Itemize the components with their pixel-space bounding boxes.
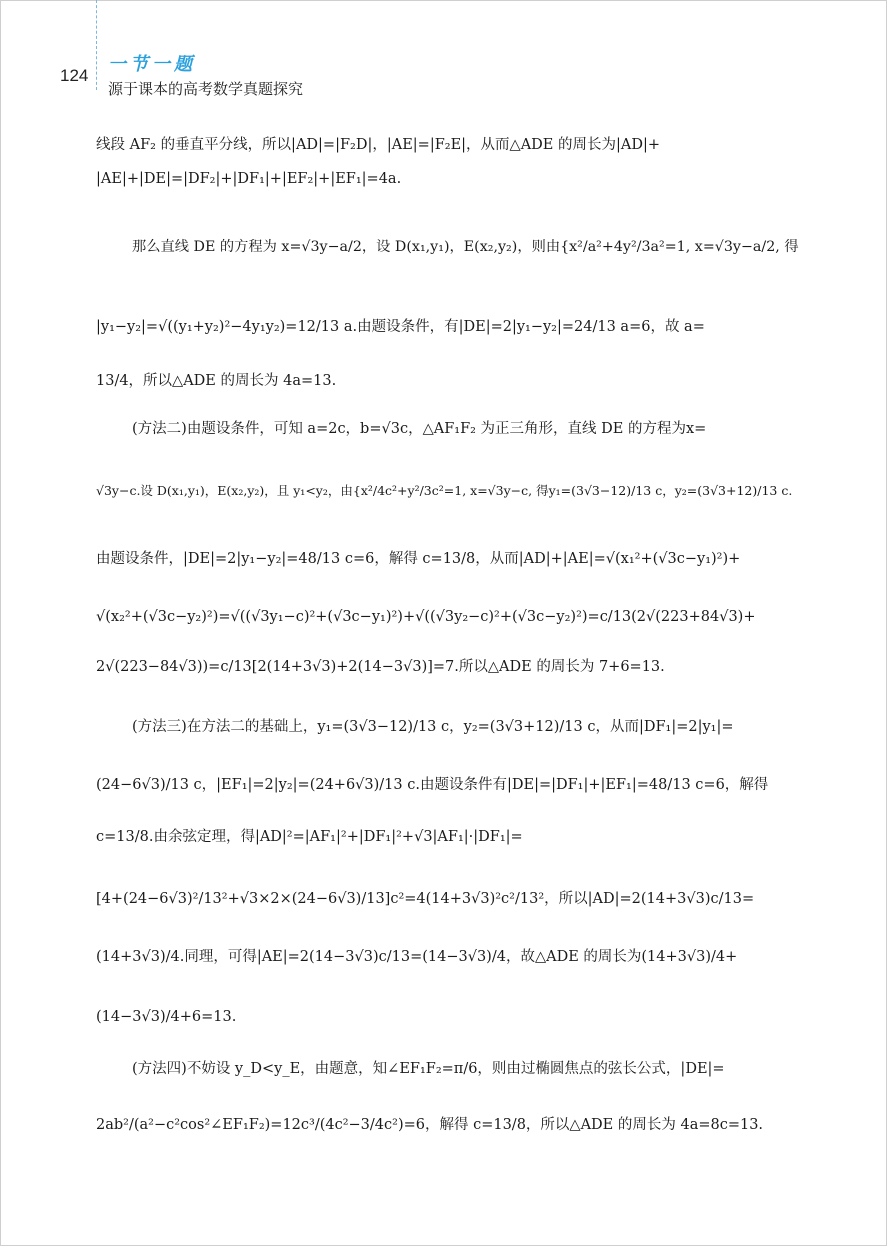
text-line-3: 那么直线 DE 的方程为 x=√3y−a/2，设 D(x₁,y₁)，E(x₂,y₂)，则由{x²/a²+4y²/3a²=1, x=√3y−a/2, 得 — [132, 239, 799, 255]
text-line-9: √(x₂²+(√3c−y₂)²)=√((√3y₁−c)²+(√3c−y₁)²)+√((√3y₂−c)²+(√3c−y₂)²)=c/13(2√(223+84√3)+ — [96, 609, 756, 625]
text-line-11: (方法三)在方法二的基础上，y₁=(3√3−12)/13 c，y₂=(3√3+12)/13 c，从而|DF₁|=2|y₁|= — [132, 719, 734, 735]
text-line-14: [4+(24−6√3)²/13²+√3×2×(24−6√3)/13]c²=4(14+3√3)²c²/13²，所以|AD|=2(14+3√3)c/13= — [96, 891, 755, 907]
text-line-7: √3y−c.设 D(x₁,y₁)，E(x₂,y₂)，且 y₁<y₂，由{x²/4c²+y²/3c²=1, x=√3y−c, 得y₁=(3√3−12)/13 c，y₂=(3√3+12)/13 c. — [96, 483, 793, 498]
page-number: 124 — [60, 66, 89, 85]
text-line-1: 线段 AF₂ 的垂直平分线，所以|AD|=|F₂D|，|AE|=|F₂E|，从而△ADE 的周长为|AD|+ — [96, 137, 661, 153]
text-line-4: |y₁−y₂|=√((y₁+y₂)²−4y₁y₂)=12/13 a.由题设条件，有|DE|=2|y₁−y₂|=24/13 a=6，故 a= — [96, 319, 705, 335]
text-line-16: (14−3√3)/4+6=13. — [96, 1009, 237, 1025]
text-line-13: c=13/8.由余弦定理，得|AD|²=|AF₁|²+|DF₁|²+√3|AF₁|·|DF₁|= — [96, 829, 523, 845]
text-line-15: (14+3√3)/4.同理，可得|AE|=2(14−3√3)c/13=(14−3√3)/4，故△ADE 的周长为(14+3√3)/4+ — [96, 949, 738, 965]
text-line-6: (方法二)由题设条件，可知 a=2c，b=√3c，△AF₁F₂ 为正三角形，直线 DE 的方程为x= — [132, 421, 707, 437]
text-line-2: |AE|+|DE|=|DF₂|+|DF₁|+|EF₂|+|EF₁|=4a. — [96, 171, 402, 187]
text-line-17: (方法四)不妨设 y_D<y_E，由题意，知∠EF₁F₂=π/6，则由过椭圆焦点的弦长公式，|DE|= — [132, 1061, 725, 1077]
margin-rule — [96, 0, 97, 90]
series-title: 一节一题 — [108, 54, 196, 75]
book-subtitle: 源于课本的高考数学真题探究 — [108, 80, 304, 98]
text-line-8: 由题设条件，|DE|=2|y₁−y₂|=48/13 c=6，解得 c=13/8，从而|AD|+|AE|=√(x₁²+(√3c−y₁)²)+ — [96, 551, 741, 567]
text-line-10: 2√(223−84√3))=c/13[2(14+3√3)+2(14−3√3)]=7.所以△ADE 的周长为 7+6=13. — [96, 659, 665, 675]
text-line-5: 13/4，所以△ADE 的周长为 4a=13. — [96, 373, 337, 389]
text-line-12: (24−6√3)/13 c，|EF₁|=2|y₂|=(24+6√3)/13 c.由题设条件有|DE|=|DF₁|+|EF₁|=48/13 c=6，解得 — [96, 777, 769, 793]
text-line-18: 2ab²/(a²−c²cos²∠EF₁F₂)=12c³/(4c²−3/4c²)=6，解得 c=13/8，所以△ADE 的周长为 4a=8c=13. — [96, 1117, 764, 1133]
